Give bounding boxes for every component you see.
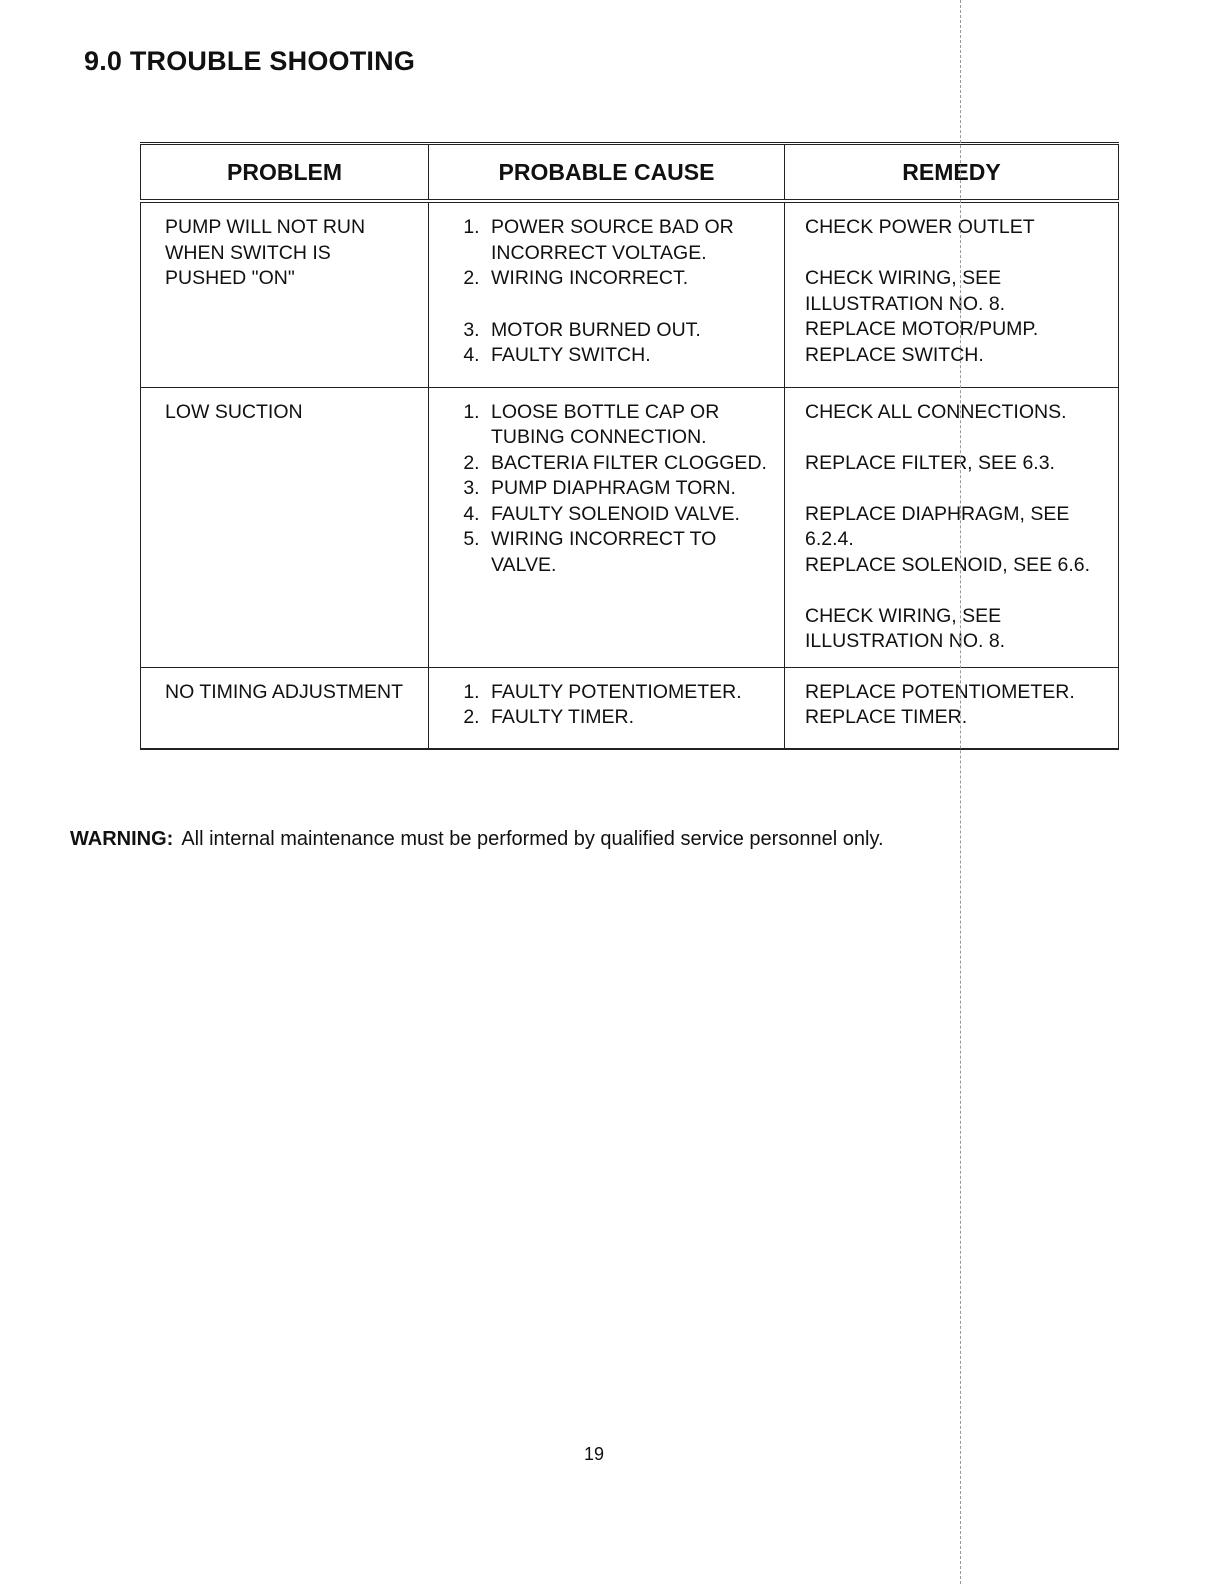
- problem-text: NO TIMING ADJUSTMENT: [165, 680, 403, 703]
- remedy-cell: [785, 667, 1119, 749]
- remedy-text: CHECK ALL CONNECTIONS.: [805, 400, 1067, 423]
- remedy-text: REPLACE FILTER, SEE 6.3.: [805, 451, 1055, 474]
- warning-text: All internal maintenance must be performed by qualified service personnel only.: [181, 828, 884, 850]
- cause-item: 1. LOOSE BOTTLE CAP OR TUBING CONNECTION.: [485, 400, 774, 451]
- cause-item: 2. FAULTY TIMER.: [485, 705, 774, 731]
- cause-item: 3. PUMP DIAPHRAGM TORN.: [485, 476, 774, 502]
- cause-item: 4. FAULTY SOLENOID VALVE.: [485, 502, 774, 528]
- cause-item: 2. BACTERIA FILTER CLOGGED.: [485, 451, 774, 477]
- warning-label: WARNING:: [70, 828, 174, 850]
- problem-cell: [141, 387, 429, 667]
- remedy-text: CHECK POWER OUTLET: [805, 216, 1035, 238]
- cause-item: 5. WIRING INCORRECT TO VALVE.: [485, 527, 774, 578]
- cause-item: 1. FAULTY POTENTIOMETER.: [485, 680, 774, 706]
- cause-item: 3. MOTOR BURNED OUT.: [485, 318, 774, 344]
- header-remedy: REMEDY: [785, 144, 1119, 202]
- cause-item: 1. POWER SOURCE BAD OR INCORRECT VOLTAGE.: [485, 215, 774, 266]
- table-row: [141, 201, 1119, 387]
- remedy-text: CHECK WIRING, SEE: [805, 267, 1002, 289]
- problem-text: PUMP WILL NOT RUN: [165, 216, 366, 238]
- header-probable-cause: PROBABLE CAUSE: [429, 144, 785, 202]
- remedy-text: REPLACE SOLENOID, SEE 6.6.: [805, 553, 1091, 576]
- remedy-text: ILLUSTRATION NO. 8.: [805, 630, 1006, 652]
- problem-cell: [141, 667, 429, 749]
- cause-item: 2. WIRING INCORRECT.: [485, 266, 774, 292]
- problem-text: LOW SUCTION: [165, 400, 303, 423]
- remedy-cell: [785, 201, 1119, 387]
- remedy-text: REPLACE MOTOR/PUMP.: [805, 318, 1039, 340]
- page-number: 19: [584, 1444, 605, 1464]
- table-row: [141, 667, 1119, 749]
- table-header-row: [141, 144, 1119, 202]
- header-problem: PROBLEM: [141, 144, 429, 202]
- remedy-text: CHECK WIRING, SEE: [805, 604, 1002, 627]
- cause-cell: [429, 667, 785, 749]
- remedy-text: REPLACE DIAPHRAGM, SEE: [805, 502, 1070, 525]
- cause-cell: [429, 201, 785, 387]
- remedy-cell: [785, 387, 1119, 667]
- cause-item: 4. FAULTY SWITCH.: [485, 343, 774, 369]
- remedy-spacer: [805, 425, 1108, 451]
- problem-cell: [141, 201, 429, 387]
- remedy-text: ILLUSTRATION NO. 8.: [805, 292, 1006, 315]
- problem-text: WHEN SWITCH IS: [165, 241, 331, 264]
- cause-cell: [429, 387, 785, 667]
- troubleshooting-table: [140, 142, 1119, 750]
- section-title: 9.0 TROUBLE SHOOTING: [84, 46, 416, 76]
- remedy-text: REPLACE POTENTIOMETER.: [805, 680, 1075, 703]
- remedy-spacer: [805, 578, 1108, 604]
- problem-text: PUSHED "ON": [165, 267, 295, 289]
- remedy-spacer: [805, 476, 1108, 502]
- remedy-text: REPLACE SWITCH.: [805, 343, 984, 366]
- remedy-text: REPLACE TIMER.: [805, 706, 968, 728]
- remedy-spacer: [805, 241, 1108, 267]
- scan-artifact-line: [960, 0, 961, 1584]
- table-row: [141, 387, 1119, 667]
- remedy-text: 6.2.4.: [805, 528, 854, 550]
- warning-note: [70, 828, 884, 851]
